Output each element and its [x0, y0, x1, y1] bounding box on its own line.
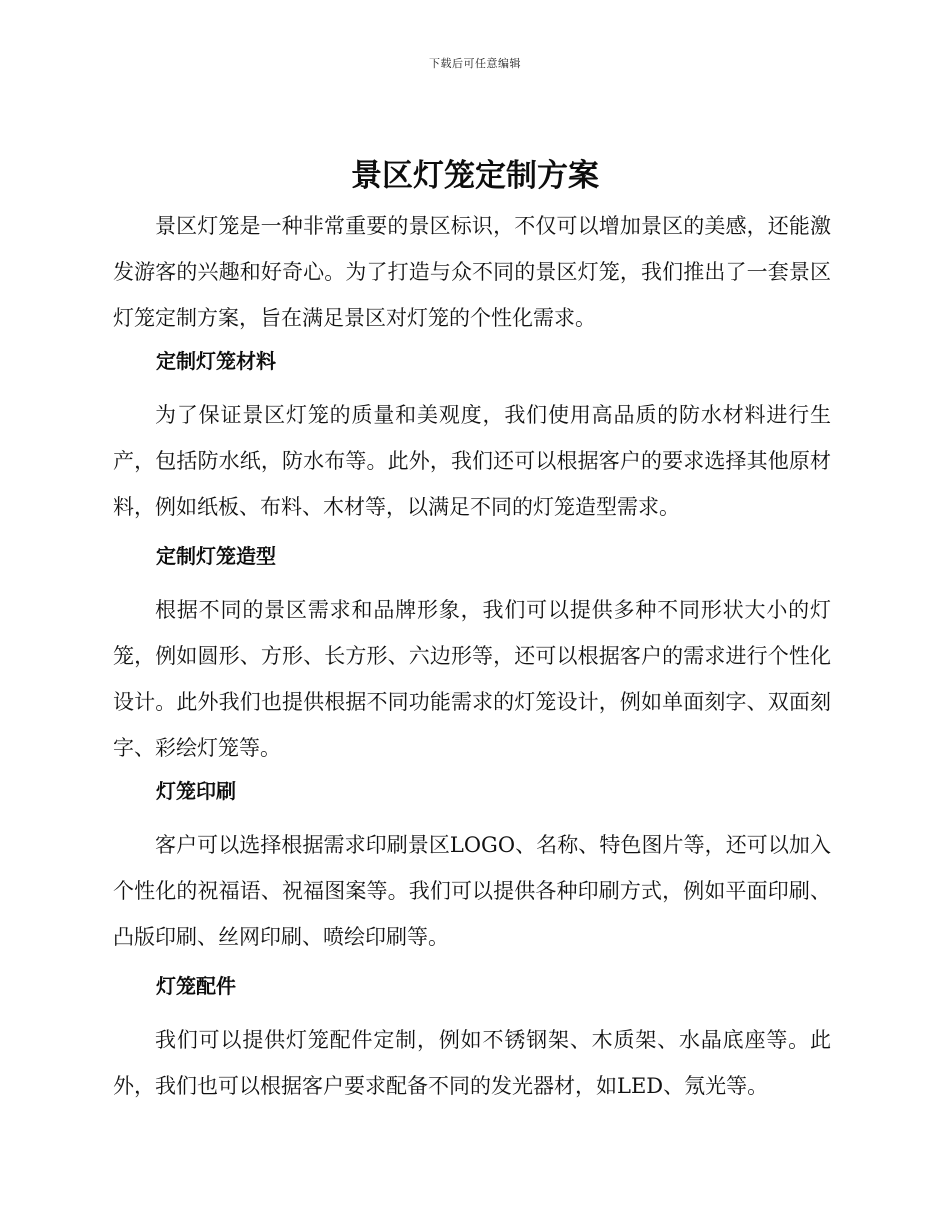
section-body-materials: 为了保证景区灯笼的质量和美观度，我们使用高品质的防水材料进行生产，包括防水纸，防水布等。此外，我们还可以根据客户的要求选择其他原材料，例如纸板、布料、木材等，以满足不同的灯笼造型需求。 — [113, 403, 831, 519]
intro-paragraph: 景区灯笼是一种非常重要的景区标识，不仅可以增加景区的美感，还能激发游客的兴趣和好奇心。为了打造与众不同的景区灯笼，我们推出了一套景区灯笼定制方案，旨在满足景区对灯笼的个性化需求。 — [113, 214, 831, 330]
section-body-accessories: 我们可以提供灯笼配件定制，例如不锈钢架、木质架、水晶底座等。此外，我们也可以根据客户要求配备不同的发光器材，如LED、氖光等。 — [113, 1028, 831, 1098]
document-title: 景区灯笼定制方案 — [351, 158, 599, 194]
section-heading-printing: 灯笼印刷 — [156, 779, 236, 803]
header-note: 下载后可任意编辑 — [429, 57, 521, 70]
section-body-block-shapes — [113, 587, 831, 771]
section-body-printing: 客户可以选择根据需求印刷景区LOGO、名称、特色图片等，还可以加入个性化的祝福语、祝福图案等。我们可以提供各种印刷方式，例如平面印刷、凸版印刷、丝网印刷、喷绘印刷等。 — [113, 833, 831, 949]
section-body-block-materials — [113, 392, 831, 530]
section-body-block-accessories — [113, 1017, 831, 1109]
section-heading-shapes: 定制灯笼造型 — [156, 544, 276, 568]
section-heading-materials: 定制灯笼材料 — [156, 349, 276, 373]
intro-paragraph-block — [113, 203, 831, 341]
section-heading-accessories: 灯笼配件 — [156, 974, 236, 998]
section-body-shapes: 根据不同的景区需求和品牌形象，我们可以提供多种不同形状大小的灯笼，例如圆形、方形、长方形、六边形等，还可以根据客户的需求进行个性化设计。此外我们也提供根据不同功能需求的灯笼设计，例如单面刻字、双面刻字、彩绘灯笼等。 — [113, 598, 831, 760]
section-body-block-printing — [113, 822, 831, 960]
